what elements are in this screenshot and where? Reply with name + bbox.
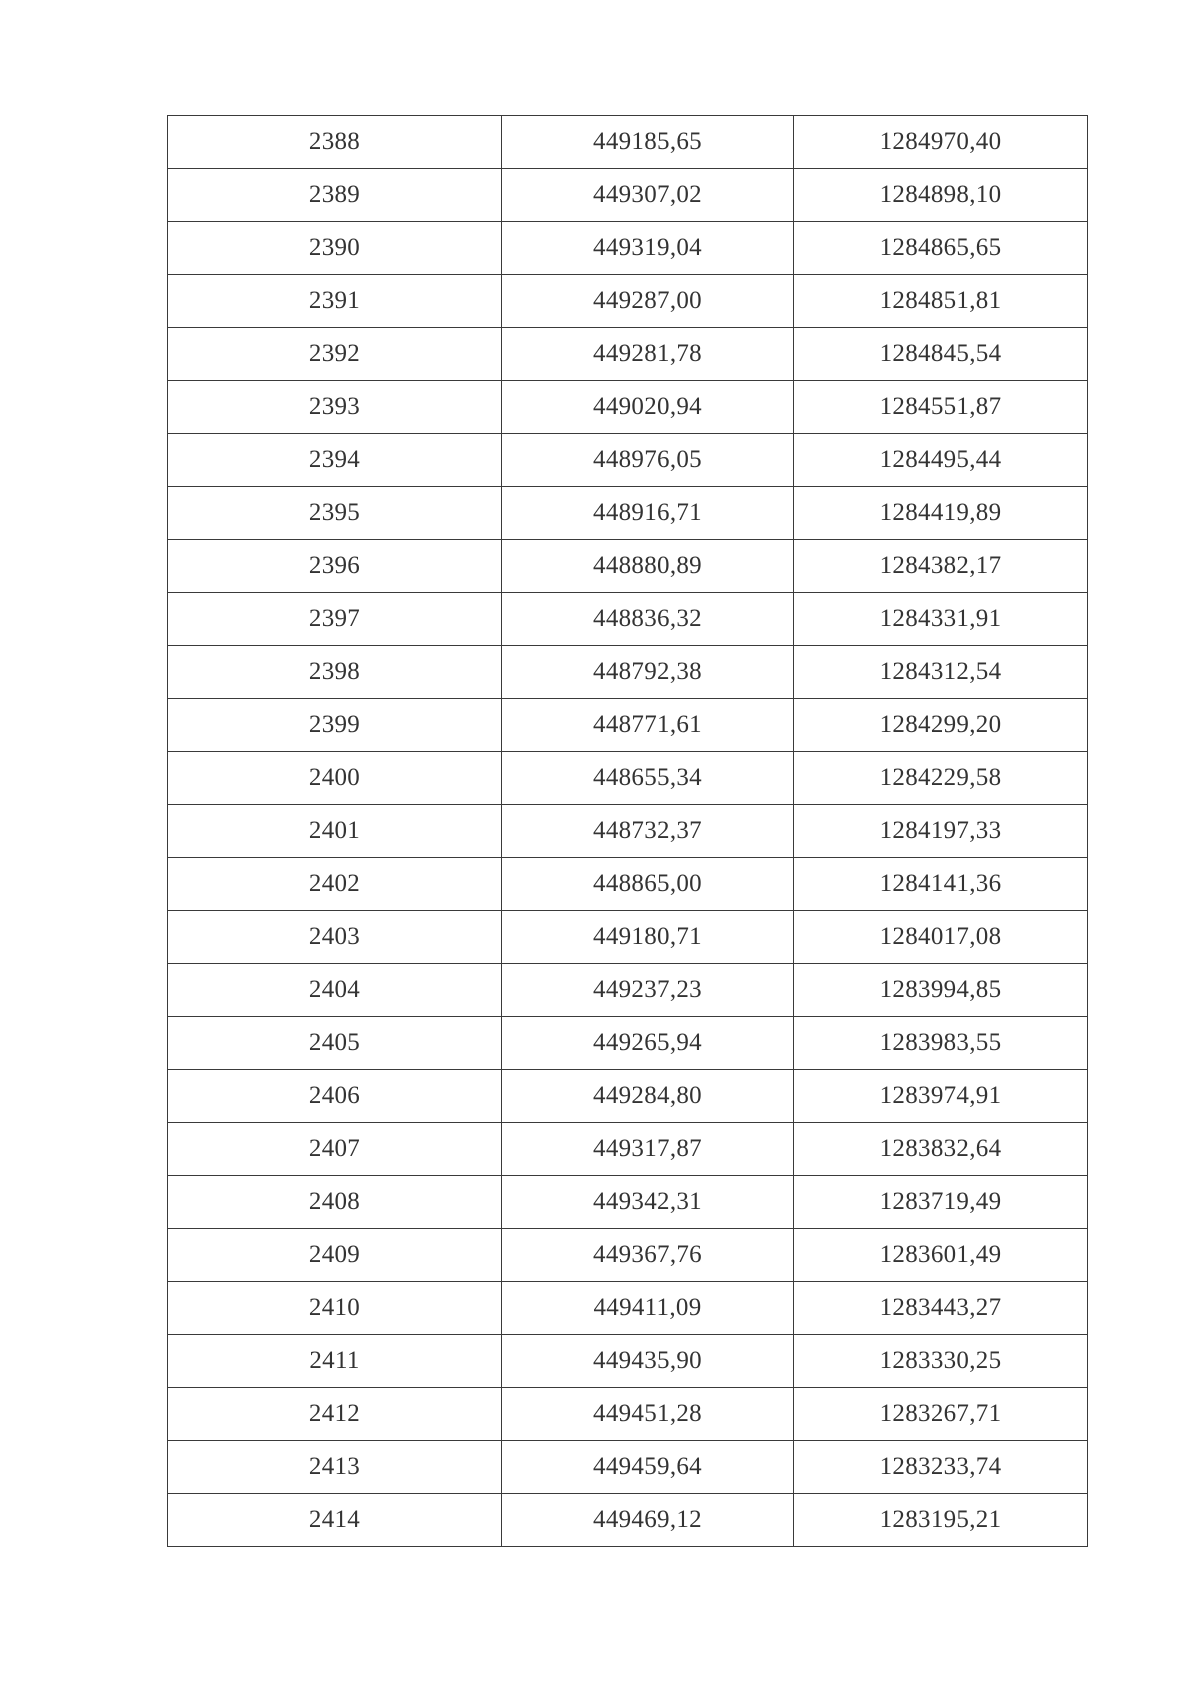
- x-coordinate-cell: 449284,80: [502, 1070, 794, 1123]
- coordinates-table: [167, 115, 1088, 1547]
- y-coordinate-cell: 1284970,40: [794, 116, 1088, 169]
- table-row: [168, 275, 1088, 328]
- point-number-cell: 2393: [168, 381, 502, 434]
- y-coordinate-cell: 1284312,54: [794, 646, 1088, 699]
- table-row: [168, 222, 1088, 275]
- x-coordinate-cell: 449237,23: [502, 964, 794, 1017]
- point-number-cell: 2392: [168, 328, 502, 381]
- table-row: [168, 858, 1088, 911]
- table-row: [168, 1229, 1088, 1282]
- table-row: [168, 116, 1088, 169]
- table-row: [168, 328, 1088, 381]
- y-coordinate-cell: 1283233,74: [794, 1441, 1088, 1494]
- y-coordinate-cell: 1283994,85: [794, 964, 1088, 1017]
- y-coordinate-cell: 1284851,81: [794, 275, 1088, 328]
- x-coordinate-cell: 449451,28: [502, 1388, 794, 1441]
- point-number-cell: 2394: [168, 434, 502, 487]
- y-coordinate-cell: 1284299,20: [794, 699, 1088, 752]
- y-coordinate-cell: 1284382,17: [794, 540, 1088, 593]
- point-number-cell: 2397: [168, 593, 502, 646]
- point-number-cell: 2400: [168, 752, 502, 805]
- x-coordinate-cell: 448880,89: [502, 540, 794, 593]
- x-coordinate-cell: 449319,04: [502, 222, 794, 275]
- point-number-cell: 2402: [168, 858, 502, 911]
- table-row: [168, 1494, 1088, 1547]
- y-coordinate-cell: 1284898,10: [794, 169, 1088, 222]
- point-number-cell: 2414: [168, 1494, 502, 1547]
- point-number-cell: 2406: [168, 1070, 502, 1123]
- x-coordinate-cell: 448655,34: [502, 752, 794, 805]
- x-coordinate-cell: 448792,38: [502, 646, 794, 699]
- x-coordinate-cell: 449342,31: [502, 1176, 794, 1229]
- x-coordinate-cell: 449020,94: [502, 381, 794, 434]
- point-number-cell: 2401: [168, 805, 502, 858]
- table-row: [168, 169, 1088, 222]
- x-coordinate-cell: 448865,00: [502, 858, 794, 911]
- y-coordinate-cell: 1284551,87: [794, 381, 1088, 434]
- x-coordinate-cell: 449265,94: [502, 1017, 794, 1070]
- y-coordinate-cell: 1283195,21: [794, 1494, 1088, 1547]
- y-coordinate-cell: 1284197,33: [794, 805, 1088, 858]
- x-coordinate-cell: 449287,00: [502, 275, 794, 328]
- x-coordinate-cell: 448916,71: [502, 487, 794, 540]
- y-coordinate-cell: 1283443,27: [794, 1282, 1088, 1335]
- point-number-cell: 2413: [168, 1441, 502, 1494]
- y-coordinate-cell: 1284331,91: [794, 593, 1088, 646]
- table-row: [168, 1070, 1088, 1123]
- table-row: [168, 964, 1088, 1017]
- x-coordinate-cell: 449185,65: [502, 116, 794, 169]
- x-coordinate-cell: 449367,76: [502, 1229, 794, 1282]
- table-row: [168, 1017, 1088, 1070]
- table-row: [168, 1123, 1088, 1176]
- table-row: [168, 1441, 1088, 1494]
- point-number-cell: 2388: [168, 116, 502, 169]
- y-coordinate-cell: 1283601,49: [794, 1229, 1088, 1282]
- table-row: [168, 646, 1088, 699]
- x-coordinate-cell: 449307,02: [502, 169, 794, 222]
- table-row: [168, 593, 1088, 646]
- x-coordinate-cell: 448771,61: [502, 699, 794, 752]
- table-row: [168, 434, 1088, 487]
- y-coordinate-cell: 1283983,55: [794, 1017, 1088, 1070]
- x-coordinate-cell: 448836,32: [502, 593, 794, 646]
- table-row: [168, 699, 1088, 752]
- point-number-cell: 2390: [168, 222, 502, 275]
- x-coordinate-cell: 449281,78: [502, 328, 794, 381]
- point-number-cell: 2399: [168, 699, 502, 752]
- table-row: [168, 1388, 1088, 1441]
- table-row: [168, 381, 1088, 434]
- point-number-cell: 2407: [168, 1123, 502, 1176]
- y-coordinate-cell: 1284865,65: [794, 222, 1088, 275]
- x-coordinate-cell: 449180,71: [502, 911, 794, 964]
- point-number-cell: 2405: [168, 1017, 502, 1070]
- point-number-cell: 2398: [168, 646, 502, 699]
- table-row: [168, 1282, 1088, 1335]
- point-number-cell: 2408: [168, 1176, 502, 1229]
- y-coordinate-cell: 1283832,64: [794, 1123, 1088, 1176]
- point-number-cell: 2389: [168, 169, 502, 222]
- point-number-cell: 2403: [168, 911, 502, 964]
- y-coordinate-cell: 1284017,08: [794, 911, 1088, 964]
- x-coordinate-cell: 449459,64: [502, 1441, 794, 1494]
- table-row: [168, 487, 1088, 540]
- table-row: [168, 1335, 1088, 1388]
- y-coordinate-cell: 1283974,91: [794, 1070, 1088, 1123]
- y-coordinate-cell: 1283719,49: [794, 1176, 1088, 1229]
- point-number-cell: 2411: [168, 1335, 502, 1388]
- table-row: [168, 805, 1088, 858]
- point-number-cell: 2395: [168, 487, 502, 540]
- table-row: [168, 540, 1088, 593]
- x-coordinate-cell: 448732,37: [502, 805, 794, 858]
- table-row: [168, 752, 1088, 805]
- y-coordinate-cell: 1284229,58: [794, 752, 1088, 805]
- point-number-cell: 2391: [168, 275, 502, 328]
- point-number-cell: 2404: [168, 964, 502, 1017]
- y-coordinate-cell: 1284141,36: [794, 858, 1088, 911]
- y-coordinate-cell: 1284495,44: [794, 434, 1088, 487]
- x-coordinate-cell: 449411,09: [502, 1282, 794, 1335]
- y-coordinate-cell: 1283267,71: [794, 1388, 1088, 1441]
- y-coordinate-cell: 1283330,25: [794, 1335, 1088, 1388]
- y-coordinate-cell: 1284845,54: [794, 328, 1088, 381]
- x-coordinate-cell: 449469,12: [502, 1494, 794, 1547]
- point-number-cell: 2396: [168, 540, 502, 593]
- point-number-cell: 2410: [168, 1282, 502, 1335]
- table-row: [168, 911, 1088, 964]
- x-coordinate-cell: 449317,87: [502, 1123, 794, 1176]
- point-number-cell: 2412: [168, 1388, 502, 1441]
- y-coordinate-cell: 1284419,89: [794, 487, 1088, 540]
- point-number-cell: 2409: [168, 1229, 502, 1282]
- coordinates-table-body: [168, 116, 1088, 1547]
- x-coordinate-cell: 448976,05: [502, 434, 794, 487]
- table-row: [168, 1176, 1088, 1229]
- x-coordinate-cell: 449435,90: [502, 1335, 794, 1388]
